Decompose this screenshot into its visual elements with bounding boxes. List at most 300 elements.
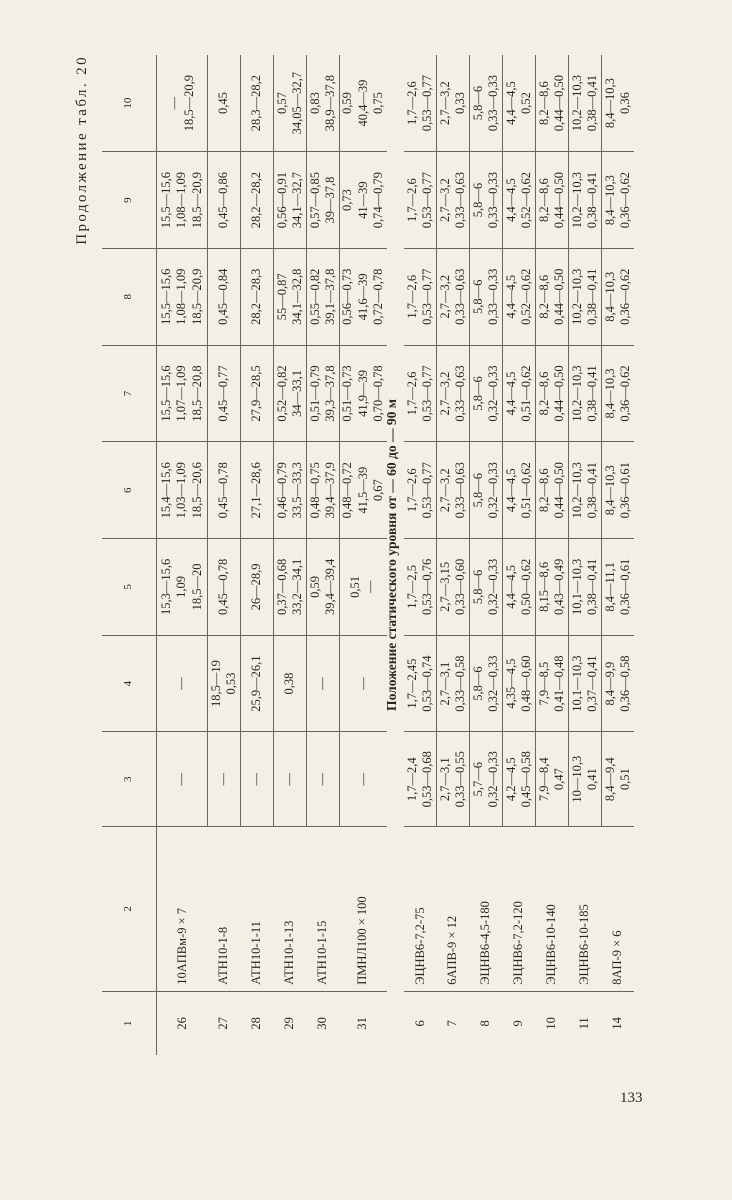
data-cell — [241, 539, 274, 636]
row-number: 8 — [478, 1020, 493, 1027]
cell-value: 27,1—28,6 — [249, 462, 264, 519]
row-number: 7 — [445, 1020, 460, 1027]
cell-value: 0,53 — [224, 672, 238, 695]
data-cell — [503, 732, 536, 827]
cell-value: 0,51 — [347, 575, 362, 598]
row-number: 9 — [511, 1020, 526, 1027]
data-cell — [274, 539, 307, 636]
data-cell — [602, 732, 635, 827]
data-cell — [274, 442, 307, 539]
cell-value: 39—37,8 — [323, 176, 337, 224]
pump-type: ПМНЛ100 × 100 — [340, 826, 387, 991]
cell-value: 0,67 — [371, 479, 385, 502]
column-header: 4 — [102, 635, 157, 732]
cell-value: 0,36 — [618, 92, 632, 115]
cell-value: 0,44—0,50 — [552, 74, 566, 132]
cell-value: 34,1—32,7 — [290, 171, 304, 229]
data-cell — [470, 248, 503, 345]
table-bottom — [404, 55, 634, 1055]
cell-value: 0,38 — [282, 672, 297, 695]
cell-value: 0,41—0,48 — [552, 655, 566, 712]
table-row — [602, 55, 635, 1055]
table-row — [437, 55, 470, 1055]
cell-value: — — [249, 772, 264, 786]
cell-value: — — [315, 772, 330, 786]
cell-value: 0,53—0,77 — [420, 365, 434, 422]
cell-value: 0,46—0,79 — [274, 462, 289, 519]
data-cell — [437, 732, 470, 827]
data-cell — [157, 442, 208, 539]
cell-value: 1,03—1,09 — [174, 462, 189, 519]
data-cell — [404, 442, 437, 539]
cell-value: 0,33—0,33 — [486, 171, 500, 229]
data-cell — [404, 248, 437, 345]
cell-value: 0,38—0,41 — [585, 171, 599, 229]
table-row — [503, 55, 536, 1055]
cell-value: 8,4—9,4 — [602, 757, 617, 802]
cell-value: 0,33—0,63 — [453, 171, 467, 229]
table-row — [404, 55, 437, 1055]
table-row — [274, 55, 307, 1055]
cell-value: 0,48—0,75 — [307, 462, 322, 519]
cell-value: — — [216, 772, 231, 786]
cell-value: 0,53—0,68 — [420, 751, 434, 808]
cell-value: 10—10,3 — [569, 755, 584, 803]
data-cell — [602, 442, 635, 539]
pump-type: АТН10-1-13 — [274, 826, 307, 991]
cell-value: 0,57 — [274, 92, 289, 115]
cell-value: 0,33—0,60 — [453, 558, 467, 616]
cell-value: 8,4—10,3 — [602, 368, 617, 419]
cell-value: 2,7—3,2 — [437, 178, 452, 222]
data-cell — [340, 635, 387, 732]
pump-type: ЭЦНВ6-7,2-120 — [503, 826, 536, 991]
data-cell — [241, 732, 274, 827]
cell-value: 18,5—20 — [189, 563, 204, 611]
table-row — [307, 55, 340, 1055]
cell-value: 0,32—0,33 — [486, 558, 500, 616]
cell-value: 2,7—3,1 — [437, 661, 452, 706]
cell-value: 0,59 — [307, 575, 322, 598]
cell-value: 0,50—0,62 — [519, 558, 533, 616]
cell-value: 8,4—10,3 — [602, 271, 617, 322]
data-cell — [404, 345, 437, 442]
pump-type: ЭЦНВ6-10-140 — [536, 826, 569, 991]
table-row — [241, 55, 274, 1055]
cell-value: 28,2—28,3 — [249, 268, 264, 325]
cell-value: 4,2—4,5 — [503, 757, 518, 802]
column-header: 9 — [102, 152, 157, 249]
data-cell — [602, 345, 635, 442]
column-header: 6 — [102, 442, 157, 539]
cell-value: 0,72—0,78 — [371, 268, 385, 325]
data-cell — [340, 55, 387, 152]
cell-value: 18,5—20,9 — [189, 171, 204, 229]
data-cell — [602, 55, 635, 152]
cell-value: 15,3—15,6 — [158, 558, 173, 616]
table-row — [536, 55, 569, 1055]
cell-value: 10,1—10,3 — [569, 655, 584, 712]
continuation-title: Продолжение табл. 20 — [74, 55, 90, 245]
cell-value: 10,2—10,3 — [569, 365, 584, 422]
data-cell — [602, 152, 635, 249]
cell-value: 4,4—4,5 — [503, 274, 518, 319]
cell-value: 0,38—0,41 — [585, 462, 599, 519]
cell-value: 15,5—15,6 — [158, 268, 173, 325]
cell-value: 41,6—39 — [355, 273, 370, 321]
cell-value: 0,55—0,82 — [307, 268, 322, 325]
cell-value: — — [355, 772, 370, 786]
cell-value: 8,2—8,6 — [536, 468, 551, 513]
cell-value: 8,4—10,3 — [602, 465, 617, 516]
data-cell — [340, 152, 387, 249]
data-cell — [208, 635, 241, 732]
table-top-body — [157, 55, 387, 1055]
cell-value: 10,2—10,3 — [569, 74, 584, 132]
table-row — [157, 55, 208, 1055]
cell-value: 10,2—10,3 — [569, 171, 584, 229]
data-cell — [470, 635, 503, 732]
cell-value: 33,2—34,1 — [290, 558, 304, 616]
section-caption: Положение статического уровня от — 60 до — 90 м — [384, 399, 399, 711]
cell-value: 40,4—39 — [355, 79, 370, 127]
cell-value: 0,38—0,41 — [585, 558, 599, 616]
data-cell — [307, 732, 340, 827]
column-header: 2 — [102, 826, 157, 991]
cell-value: 1,7—2,6 — [404, 468, 419, 513]
data-cell — [157, 152, 208, 249]
data-cell — [569, 732, 602, 827]
cell-value: 2,7—3,2 — [437, 468, 452, 513]
data-cell — [274, 248, 307, 345]
cell-value: 0,53—0,77 — [420, 268, 434, 325]
cell-value: 4,4—4,5 — [503, 371, 518, 416]
row-number: 11 — [577, 1017, 592, 1030]
rotated-table-area — [70, 55, 660, 1055]
row-number: 29 — [282, 1017, 297, 1030]
cell-value: 0,38—0,41 — [585, 74, 599, 132]
cell-value: 1,7—2,4 — [404, 757, 419, 802]
row-number: 10 — [544, 1017, 559, 1030]
cell-value: 2,7—3,2 — [437, 81, 452, 125]
cell-value: 5,8—6 — [470, 85, 485, 121]
cell-value: 0,70—0,78 — [371, 365, 385, 422]
cell-value: 0,38—0,41 — [585, 268, 599, 325]
cell-value: 1,08—1,09 — [174, 268, 189, 325]
cell-value: 0,45—0,58 — [519, 751, 533, 808]
data-cell — [157, 732, 208, 827]
row-number: 31 — [355, 1017, 370, 1030]
cell-value: 0,45—0,77 — [216, 365, 231, 422]
cell-value: 39,4—37,9 — [323, 462, 337, 519]
cell-value: 0,33—0,33 — [486, 74, 500, 132]
cell-value: 5,7—6 — [470, 762, 485, 797]
cell-value: 0,36—0,61 — [618, 558, 632, 616]
cell-value: 0,59 — [340, 92, 354, 115]
data-cell — [307, 248, 340, 345]
data-cell — [602, 539, 635, 636]
row-number: 28 — [249, 1017, 264, 1030]
data-cell — [437, 345, 470, 442]
data-cell — [241, 345, 274, 442]
cell-value: 18,5—19 — [208, 660, 223, 708]
data-cell — [404, 55, 437, 152]
data-cell — [536, 539, 569, 636]
cell-value: 0,57—0,85 — [307, 171, 322, 229]
cell-value: 0,32—0,33 — [486, 751, 500, 808]
cell-value: 2,7—3,2 — [437, 371, 452, 416]
pump-type: АТН10-1-15 — [307, 826, 340, 991]
pump-type: АТН10-1-11 — [241, 826, 274, 991]
cell-value: 18,5—20,6 — [189, 462, 204, 519]
column-header: 5 — [102, 539, 157, 636]
cell-value: 41—39 — [355, 181, 370, 219]
data-cell — [404, 152, 437, 249]
cell-value: 4,4—4,5 — [503, 81, 518, 125]
cell-value: 0,52 — [519, 92, 533, 115]
data-cell — [437, 55, 470, 152]
cell-value: 8,2—8,6 — [536, 371, 551, 416]
data-cell — [340, 345, 387, 442]
data-cell — [569, 152, 602, 249]
cell-value: 0,43—0,49 — [552, 558, 566, 616]
data-cell — [470, 442, 503, 539]
row-number: 6 — [412, 1020, 427, 1027]
data-cell — [208, 248, 241, 345]
data-cell — [340, 732, 387, 827]
cell-value: 27,9—28,5 — [249, 365, 264, 422]
data-cell — [569, 442, 602, 539]
cell-value: 26—28,9 — [249, 563, 264, 611]
data-cell — [437, 539, 470, 636]
cell-value: 4,4—4,5 — [503, 468, 518, 513]
data-cell — [241, 442, 274, 539]
data-cell — [503, 248, 536, 345]
data-cell — [569, 635, 602, 732]
data-cell — [536, 152, 569, 249]
data-cell — [503, 55, 536, 152]
cell-value: 1,09 — [174, 575, 189, 598]
cell-value: 0,74—0,79 — [371, 171, 385, 229]
table-row — [470, 55, 503, 1055]
data-cell — [307, 539, 340, 636]
cell-value: 18,5—20,9 — [182, 74, 196, 132]
data-cell — [307, 635, 340, 732]
data-cell — [437, 442, 470, 539]
cell-value: 0,32—0,33 — [486, 462, 500, 519]
data-cell — [307, 152, 340, 249]
cell-value: 25,9—26,1 — [249, 655, 264, 712]
data-cell — [208, 152, 241, 249]
data-cell — [503, 345, 536, 442]
data-cell — [340, 442, 387, 539]
cell-value: 5,8—6 — [470, 666, 485, 701]
cell-value: 8,2—8,6 — [536, 178, 551, 222]
data-cell — [307, 55, 340, 152]
cell-value: 34—33,1 — [290, 370, 304, 417]
cell-value: 1,7—2,6 — [404, 371, 419, 416]
cell-value: 1,7—2,6 — [404, 274, 419, 319]
cell-value: 18,5—20,8 — [189, 365, 204, 422]
cell-value: 33,5—33,3 — [290, 462, 304, 519]
cell-value: 0,37—0,68 — [274, 558, 289, 616]
data-cell — [157, 539, 208, 636]
data-cell — [241, 55, 274, 152]
data-cell — [569, 539, 602, 636]
cell-value: 39,1—37,8 — [323, 268, 337, 325]
cell-value: 8,15—8,6 — [536, 561, 551, 612]
cell-value: 4,35—4,5 — [503, 658, 518, 709]
cell-value: 55—0,87 — [274, 273, 289, 321]
cell-value: 0,36—0,62 — [618, 171, 632, 229]
cell-value: 0,52—0,82 — [274, 365, 289, 422]
cell-value: 15,4—15,6 — [158, 462, 173, 519]
cell-value: 0,33—0,33 — [486, 268, 500, 325]
cell-value: 0,33—0,55 — [453, 751, 467, 808]
row-number: 27 — [216, 1017, 231, 1030]
data-cell — [241, 635, 274, 732]
cell-value: 2,7—3,2 — [437, 274, 452, 319]
cell-value: 15,5—15,6 — [158, 365, 173, 422]
pump-type: АТН10-1-8 — [208, 826, 241, 991]
data-cell — [157, 635, 208, 732]
cell-value: 0,33—0,63 — [453, 462, 467, 519]
cell-value: 8,2—8,6 — [536, 81, 551, 125]
data-cell — [241, 152, 274, 249]
data-cell — [536, 248, 569, 345]
cell-value: 0,36—0,58 — [618, 655, 632, 712]
cell-value: 28,3—28,2 — [249, 74, 264, 132]
cell-value: 28,2—28,2 — [249, 171, 264, 229]
data-cell — [470, 345, 503, 442]
pump-type: ЭЦНВ6-7,2-75 — [404, 826, 437, 991]
column-header: 10 — [102, 55, 157, 152]
data-cell — [274, 152, 307, 249]
cell-value: 1,7—2,6 — [404, 178, 419, 222]
data-cell — [274, 635, 307, 732]
pump-type: 10АПВм-9 × 7 — [157, 826, 208, 991]
data-cell — [470, 55, 503, 152]
cell-value: 0,48—0,72 — [340, 462, 354, 519]
cell-value: 7,9—8,4 — [536, 757, 551, 802]
data-cell — [208, 55, 241, 152]
data-cell — [536, 732, 569, 827]
cell-value: 0,45 — [216, 92, 231, 115]
data-cell — [340, 248, 387, 345]
cell-value: 0,53—0,74 — [420, 655, 434, 712]
cell-value: 1,08—1,09 — [174, 171, 189, 229]
cell-value: 0,33—0,63 — [453, 268, 467, 325]
table-row — [208, 55, 241, 1055]
pump-type: 6АПВ-9 × 12 — [437, 826, 470, 991]
cell-value: 0,53—0,77 — [420, 74, 434, 132]
data-cell — [157, 345, 208, 442]
cell-value: 0,53—0,76 — [420, 558, 434, 616]
data-cell — [208, 539, 241, 636]
data-cell — [569, 345, 602, 442]
cell-value: 39,4—39,4 — [323, 558, 337, 616]
cell-value: 41,5—39 — [355, 466, 370, 514]
cell-value: 0,44—0,50 — [552, 462, 566, 519]
data-cell — [208, 442, 241, 539]
data-cell — [404, 635, 437, 732]
cell-value: 0,44—0,50 — [552, 268, 566, 325]
pump-type: ЭЦНВ6-4,5-180 — [470, 826, 503, 991]
cell-value: 34,1—32,8 — [290, 268, 304, 325]
cell-value: 8,4—9,9 — [602, 661, 617, 706]
data-cell — [536, 345, 569, 442]
cell-value: 0,36—0,62 — [618, 268, 632, 325]
data-cell — [241, 248, 274, 345]
cell-value: 41,9—39 — [355, 370, 370, 417]
data-cell — [536, 55, 569, 152]
cell-value: 0,52—0,62 — [519, 171, 533, 229]
cell-value: 0,75 — [371, 92, 385, 115]
cell-value: 0,47 — [552, 768, 566, 791]
cell-value: — — [174, 772, 189, 786]
cell-value: 1,07—1,09 — [174, 365, 189, 422]
data-cell — [602, 635, 635, 732]
cell-value: 0,45—0,78 — [216, 462, 231, 519]
cell-value: 0,56—0,91 — [274, 171, 289, 229]
cell-value: 5,8—6 — [470, 279, 485, 314]
data-cell — [208, 345, 241, 442]
header-row — [102, 55, 157, 1055]
cell-value: 0,45—0,78 — [216, 558, 231, 616]
cell-value: — — [315, 677, 330, 690]
data-cell — [404, 732, 437, 827]
cell-value: 0,45—0,84 — [216, 268, 231, 325]
cell-value: 38,9—37,8 — [323, 74, 337, 132]
table-bottom-body — [404, 55, 634, 1055]
cell-value: 5,8—6 — [470, 376, 485, 411]
cell-value: 0,45—0,86 — [216, 171, 231, 229]
cell-value: 2,7—3,15 — [437, 561, 452, 612]
cell-value: 8,4—10,3 — [602, 78, 617, 129]
cell-value: 10,1—10,3 — [569, 558, 584, 616]
cell-value: 39,3—37,8 — [323, 365, 337, 422]
cell-value: 1,7—2,5 — [404, 565, 419, 609]
data-cell — [307, 345, 340, 442]
cell-value: 7,9—8,5 — [536, 661, 551, 706]
data-cell — [437, 152, 470, 249]
table-row — [340, 55, 387, 1055]
data-cell — [503, 539, 536, 636]
data-cell — [340, 539, 387, 636]
cell-value: 34,05—32,7 — [290, 71, 304, 135]
cell-value: 5,8—6 — [470, 182, 485, 218]
data-cell — [274, 345, 307, 442]
cell-value: 0,44—0,50 — [552, 365, 566, 422]
cell-value: 10,2—10,3 — [569, 268, 584, 325]
data-cell — [274, 732, 307, 827]
cell-value: — — [363, 580, 378, 594]
cell-value: 0,36—0,61 — [618, 462, 632, 519]
cell-value: 0,53—0,77 — [420, 462, 434, 519]
cell-value: 0,36—0,62 — [618, 365, 632, 422]
cell-value: 4,4—4,5 — [503, 565, 518, 609]
page-number: 133 — [620, 1090, 643, 1106]
data-cell — [157, 55, 208, 152]
data-cell — [536, 442, 569, 539]
cell-value: 0,37—0,41 — [585, 655, 599, 712]
cell-value: 0,51—0,62 — [519, 365, 533, 422]
data-cell — [503, 152, 536, 249]
data-cell — [437, 635, 470, 732]
row-number: 26 — [174, 1017, 189, 1030]
cell-value: — — [166, 96, 181, 110]
table-top — [102, 55, 387, 1055]
